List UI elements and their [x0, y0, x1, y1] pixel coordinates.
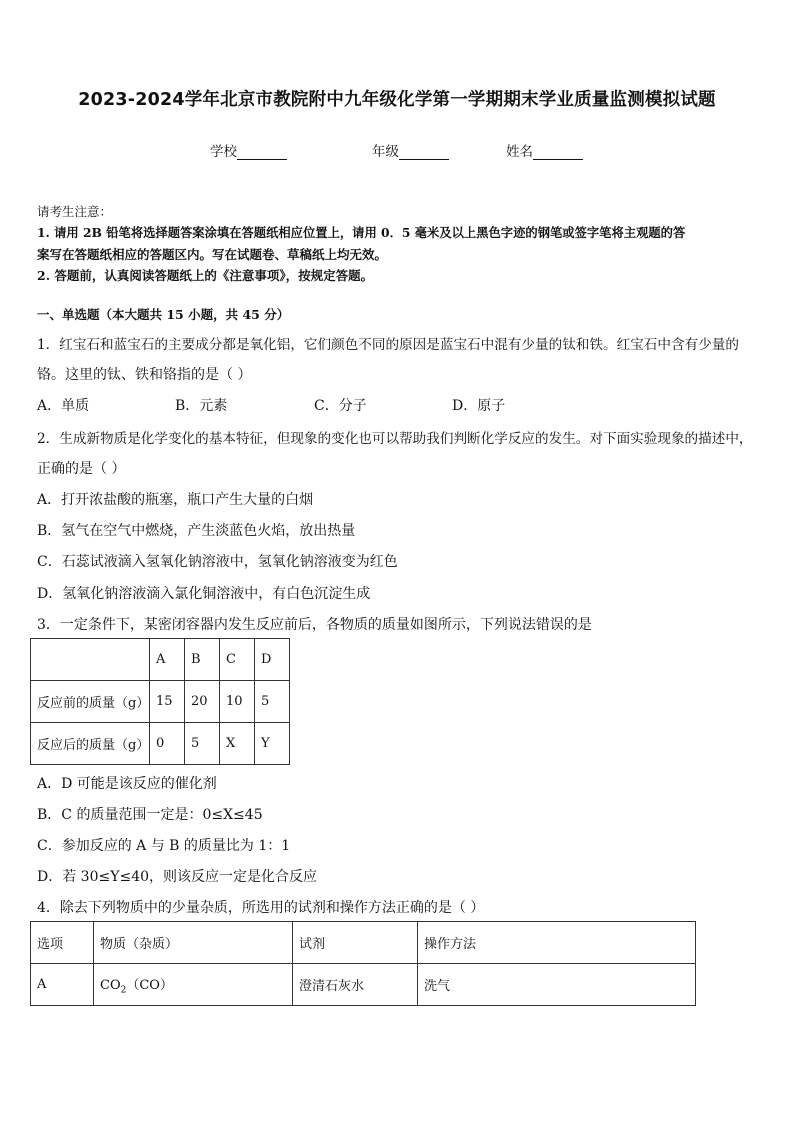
notice-item-1b: 案写在答题纸相应的答题区内。写在试题卷、草稿纸上均无效。: [37, 247, 388, 262]
notice-item-1a: 1. 请用 2B 铅笔将选择题答案涂填在答题纸相应位置上，请用 0．5 毫米及以上黑色字迹的钢笔或签字笔将主观题的答: [37, 225, 686, 240]
name-label: 姓名: [506, 144, 533, 160]
table-cell: 洗气: [418, 964, 696, 1006]
table-cell: 试剂: [293, 922, 418, 964]
table-header-row: [31, 639, 290, 681]
table-row: [31, 681, 290, 723]
name-field: [506, 140, 583, 160]
table-cell: [94, 964, 293, 1006]
table-cell: X: [220, 723, 255, 765]
table-row: [31, 723, 290, 765]
q1-option-c: C．分子: [314, 398, 367, 414]
exam-title: 2023-2024学年北京市教院附中九年级化学第一学期期末学业质量监测模拟试题: [78, 90, 716, 110]
table-cell: 10: [220, 681, 255, 723]
q1-stem-a: 1．红宝石和蓝宝石的主要成分都是氧化铝，它们颜色不同的原因是蓝宝石中混有少量的钛和铁。红宝石中含有少量的: [37, 337, 739, 353]
table-cell: Y: [255, 723, 290, 765]
school-field: [210, 140, 287, 160]
table-cell: 反应前的质量（g）: [31, 681, 150, 723]
table-row: [31, 964, 696, 1006]
q2-stem-a: 2．生成新物质是化学变化的基本特征，但现象的变化也可以帮助我们判断化学反应的发生。对下面实验现象的描述中，: [37, 431, 753, 447]
q1-stem-b: 铬。这里的钛、铁和铬指的是（ ）: [37, 367, 252, 383]
grade-blank: [399, 145, 449, 160]
q3-option-d: D．若 30≤Y≤40，则该反应一定是化合反应: [37, 869, 318, 885]
school-blank: [237, 145, 287, 160]
table-cell: 0: [150, 723, 185, 765]
q2-option-b: B．氢气在空气中燃烧，产生淡蓝色火焰，放出热量: [37, 523, 356, 539]
q3-option-b: B．C 的质量范围一定是：0≤X≤45: [37, 807, 263, 823]
grade-label: 年级: [372, 144, 399, 160]
q4-stem: 4．除去下列物质中的少量杂质，所选用的试剂和操作方法正确的是（ ）: [37, 900, 485, 916]
notice-heading: 请考生注意：: [37, 204, 113, 219]
formula-text: CO: [100, 977, 121, 993]
table-cell: 选项: [31, 922, 94, 964]
name-blank: [533, 145, 583, 160]
q3-mass-table: [30, 638, 290, 765]
table-header-row: [31, 922, 696, 964]
table-cell: 澄清石灰水: [293, 964, 418, 1006]
school-label: 学校: [210, 144, 237, 160]
table-cell: 反应后的质量（g）: [31, 723, 150, 765]
table-cell: A: [150, 639, 185, 681]
q2-option-a: A．打开浓盐酸的瓶塞，瓶口产生大量的白烟: [37, 492, 314, 508]
formula-impurity: （CO）: [126, 977, 173, 993]
notice-item-2: 2. 答题前，认真阅读答题纸上的《注意事项》，按规定答题。: [37, 268, 374, 283]
table-cell: D: [255, 639, 290, 681]
q2-stem-b: 正确的是（ ）: [37, 461, 126, 477]
q3-option-a: A．D 可能是该反应的催化剂: [37, 776, 217, 792]
table-cell: [31, 639, 150, 681]
q3-stem: 3．一定条件下，某密闭容器内发生反应前后，各物质的质量如图所示，下列说法错误的是: [37, 617, 592, 633]
q2-option-d: D．氢氧化钠溶液滴入氯化铜溶液中，有白色沉淀生成: [37, 586, 371, 602]
table-cell: 5: [185, 723, 220, 765]
table-cell: C: [220, 639, 255, 681]
q1-option-b: B．元素: [175, 398, 228, 414]
grade-field: [372, 140, 449, 160]
q2-option-c: C．石蕊试液滴入氢氧化钠溶液中，氢氧化钠溶液变为红色: [37, 554, 398, 570]
table-cell: 15: [150, 681, 185, 723]
q1-option-d: D．原子: [452, 398, 506, 414]
table-cell: 操作方法: [418, 922, 696, 964]
table-cell: 20: [185, 681, 220, 723]
q1-option-a: A．单质: [37, 398, 90, 414]
table-cell: 5: [255, 681, 290, 723]
formula-subscript: 2: [120, 985, 127, 996]
table-cell: B: [185, 639, 220, 681]
q3-option-c: C．参加反应的 A 与 B 的质量比为 1：1: [37, 838, 291, 854]
q4-options-table: [30, 921, 696, 1006]
table-cell: 物质（杂质）: [94, 922, 293, 964]
table-cell: A: [31, 964, 94, 1006]
section-heading: 一、单选题（本大题共 15 小题，共 45 分）: [37, 307, 290, 322]
